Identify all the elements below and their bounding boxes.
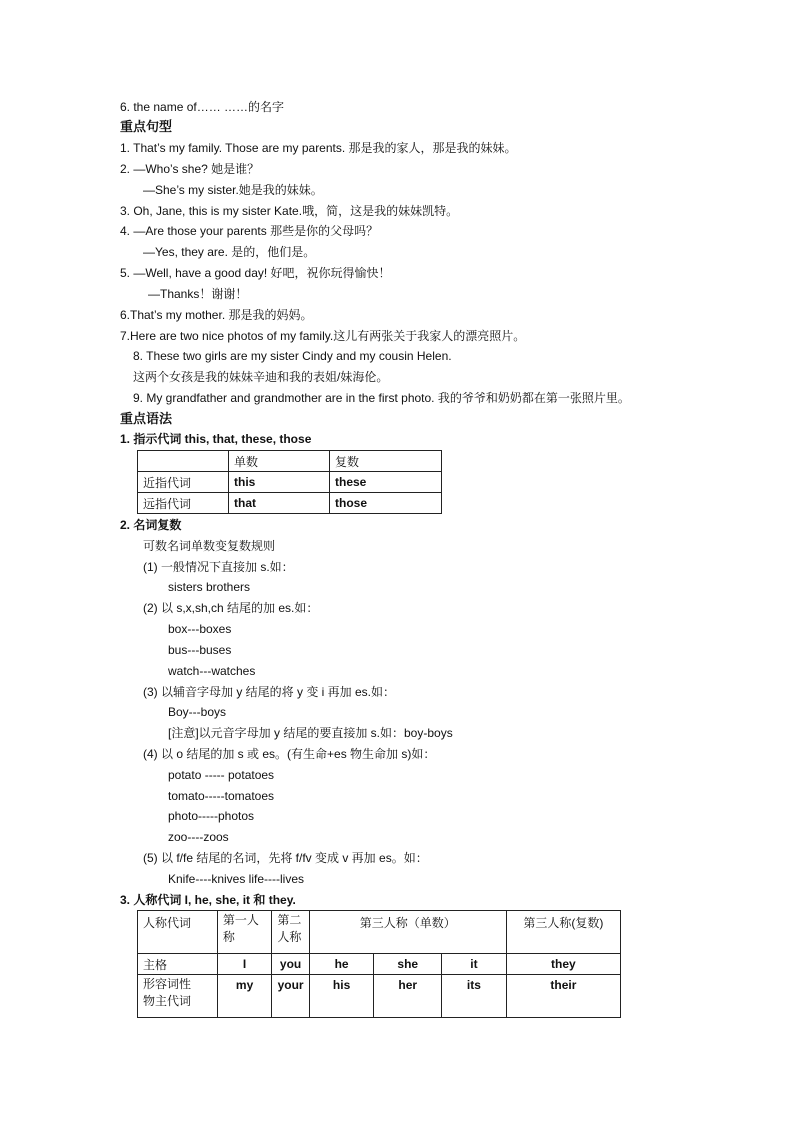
- table-cell: you: [272, 954, 309, 975]
- sentence-line: —Thanks！谢谢！: [148, 287, 248, 301]
- section-heading: 重点语法: [120, 411, 173, 426]
- table-cell: her: [374, 975, 442, 1018]
- table-cell: she: [374, 954, 442, 975]
- example-line: Knife----knives life----lives: [168, 872, 305, 886]
- table-cell: he: [309, 954, 374, 975]
- rule-line: (4) 以 o 结尾的加 s 或 es。(有生命+es 物生命加 s)如：: [143, 747, 436, 761]
- table-row: [138, 954, 621, 975]
- table-cell: its: [442, 975, 507, 1018]
- table-cell: their: [506, 975, 620, 1018]
- table-cell: 人称代词: [138, 911, 218, 954]
- table-cell: this: [229, 472, 330, 493]
- sentence-line: 5. —Well, have a good day! 好吧，祝你玩得愉快！: [120, 266, 391, 280]
- example-line: box---boxes: [168, 622, 232, 636]
- table-cell: [138, 975, 218, 1018]
- table-cell: [138, 451, 229, 472]
- sentence-line: 7.Here are two nice photos of my family.这儿有两张关于我家人的漂亮照片。: [120, 329, 526, 343]
- table-cell: 第三人称(复数): [506, 911, 620, 954]
- sentence-line: 这两个女孩是我的妹妹辛迪和我的表姐/妹海伦。: [133, 370, 389, 384]
- table-cell: those: [330, 493, 442, 514]
- rule-line: (2) 以 s,x,sh,ch 结尾的加 es.如：: [143, 601, 319, 615]
- table-cell: they: [506, 954, 620, 975]
- table-cell: these: [330, 472, 442, 493]
- rule-line: (5) 以 f/fe 结尾的名词，先将 f/fv 变成 v 再加 es。如：: [143, 851, 428, 865]
- grammar-heading: 2. 名词复数: [120, 518, 182, 532]
- cell-line: 人称: [277, 930, 302, 944]
- table-row: [138, 451, 442, 472]
- personal-pronoun-table: [137, 910, 621, 1018]
- sentence-line: 2. —Who’s she? 她是谁？: [120, 162, 260, 176]
- grammar-heading: 3. 人称代词 I, he, she, it 和 they.: [120, 893, 296, 907]
- table-row: [138, 975, 621, 1018]
- rule-line: (3) 以辅音字母加 y 结尾的将 y 变 i 再加 es.如：: [143, 685, 396, 699]
- example-line: tomato-----tomatoes: [168, 789, 275, 803]
- text-line: 6. the name of…… ……的名字: [120, 100, 285, 114]
- table-cell: 第三人称（单数）: [309, 911, 506, 954]
- sentence-line: 4. —Are those your parents 那些是你的父母吗？: [120, 224, 379, 238]
- demonstrative-table: [137, 450, 442, 514]
- sentence-line: —Yes, they are. 是的，他们是。: [143, 245, 316, 259]
- table-cell: [272, 911, 309, 954]
- rule-line: (1) 一般情况下直接加 s.如：: [143, 560, 294, 574]
- table-row: [138, 911, 621, 954]
- sentence-line: 6.That’s my mother. 那是我的妈妈。: [120, 308, 313, 322]
- table-cell: 近指代词: [138, 472, 229, 493]
- example-line: potato ----- potatoes: [168, 768, 275, 782]
- table-cell: 远指代词: [138, 493, 229, 514]
- table-cell: 单数: [229, 451, 330, 472]
- sentence-line: 8. These two girls are my sister Cindy and my cousin Helen.: [133, 349, 452, 363]
- example-line: photo-----photos: [168, 809, 255, 823]
- table-cell: his: [309, 975, 374, 1018]
- sentence-line: 1. That’s my family. Those are my parents. 那是我的家人，那是我的妹妹。: [120, 141, 517, 155]
- section-heading: 重点句型: [120, 119, 173, 134]
- table-cell: I: [217, 954, 272, 975]
- grammar-heading: 1. 指示代词 this, that, these, those: [120, 432, 312, 446]
- cell-line: 第一人: [222, 913, 259, 927]
- cell-line: 形容词性: [143, 977, 192, 991]
- example-line: sisters brothers: [168, 580, 251, 594]
- table-cell: [217, 911, 272, 954]
- sentence-line: 3. Oh, Jane, this is my sister Kate.哦，简，这是我的妹妹凯特。: [120, 204, 459, 218]
- cell-line: 称: [222, 930, 235, 944]
- table-cell: 主格: [138, 954, 218, 975]
- example-line: watch---watches: [168, 664, 256, 678]
- sentence-line: —She’s my sister.她是我的妹妹。: [143, 183, 323, 197]
- example-line: zoo----zoos: [168, 830, 229, 844]
- table-cell: your: [272, 975, 309, 1018]
- example-line: Boy---boys: [168, 705, 227, 719]
- example-line: bus---buses: [168, 643, 232, 657]
- table-row: [138, 493, 442, 514]
- sentence-line: 9. My grandfather and grandmother are in the first photo. 我的爷爷和奶奶都在第一张照片里。: [133, 391, 630, 405]
- table-cell: that: [229, 493, 330, 514]
- note-line: [注意]以元音字母加 y 结尾的要直接加 s.如：boy-boys: [168, 726, 453, 740]
- table-row: [138, 472, 442, 493]
- table-cell: 复数: [330, 451, 442, 472]
- cell-line: 第二: [277, 913, 302, 927]
- cell-line: 物主代词: [143, 994, 192, 1008]
- text-line: 可数名词单数变复数规则: [143, 539, 276, 553]
- table-cell: it: [442, 954, 507, 975]
- table-cell: my: [217, 975, 272, 1018]
